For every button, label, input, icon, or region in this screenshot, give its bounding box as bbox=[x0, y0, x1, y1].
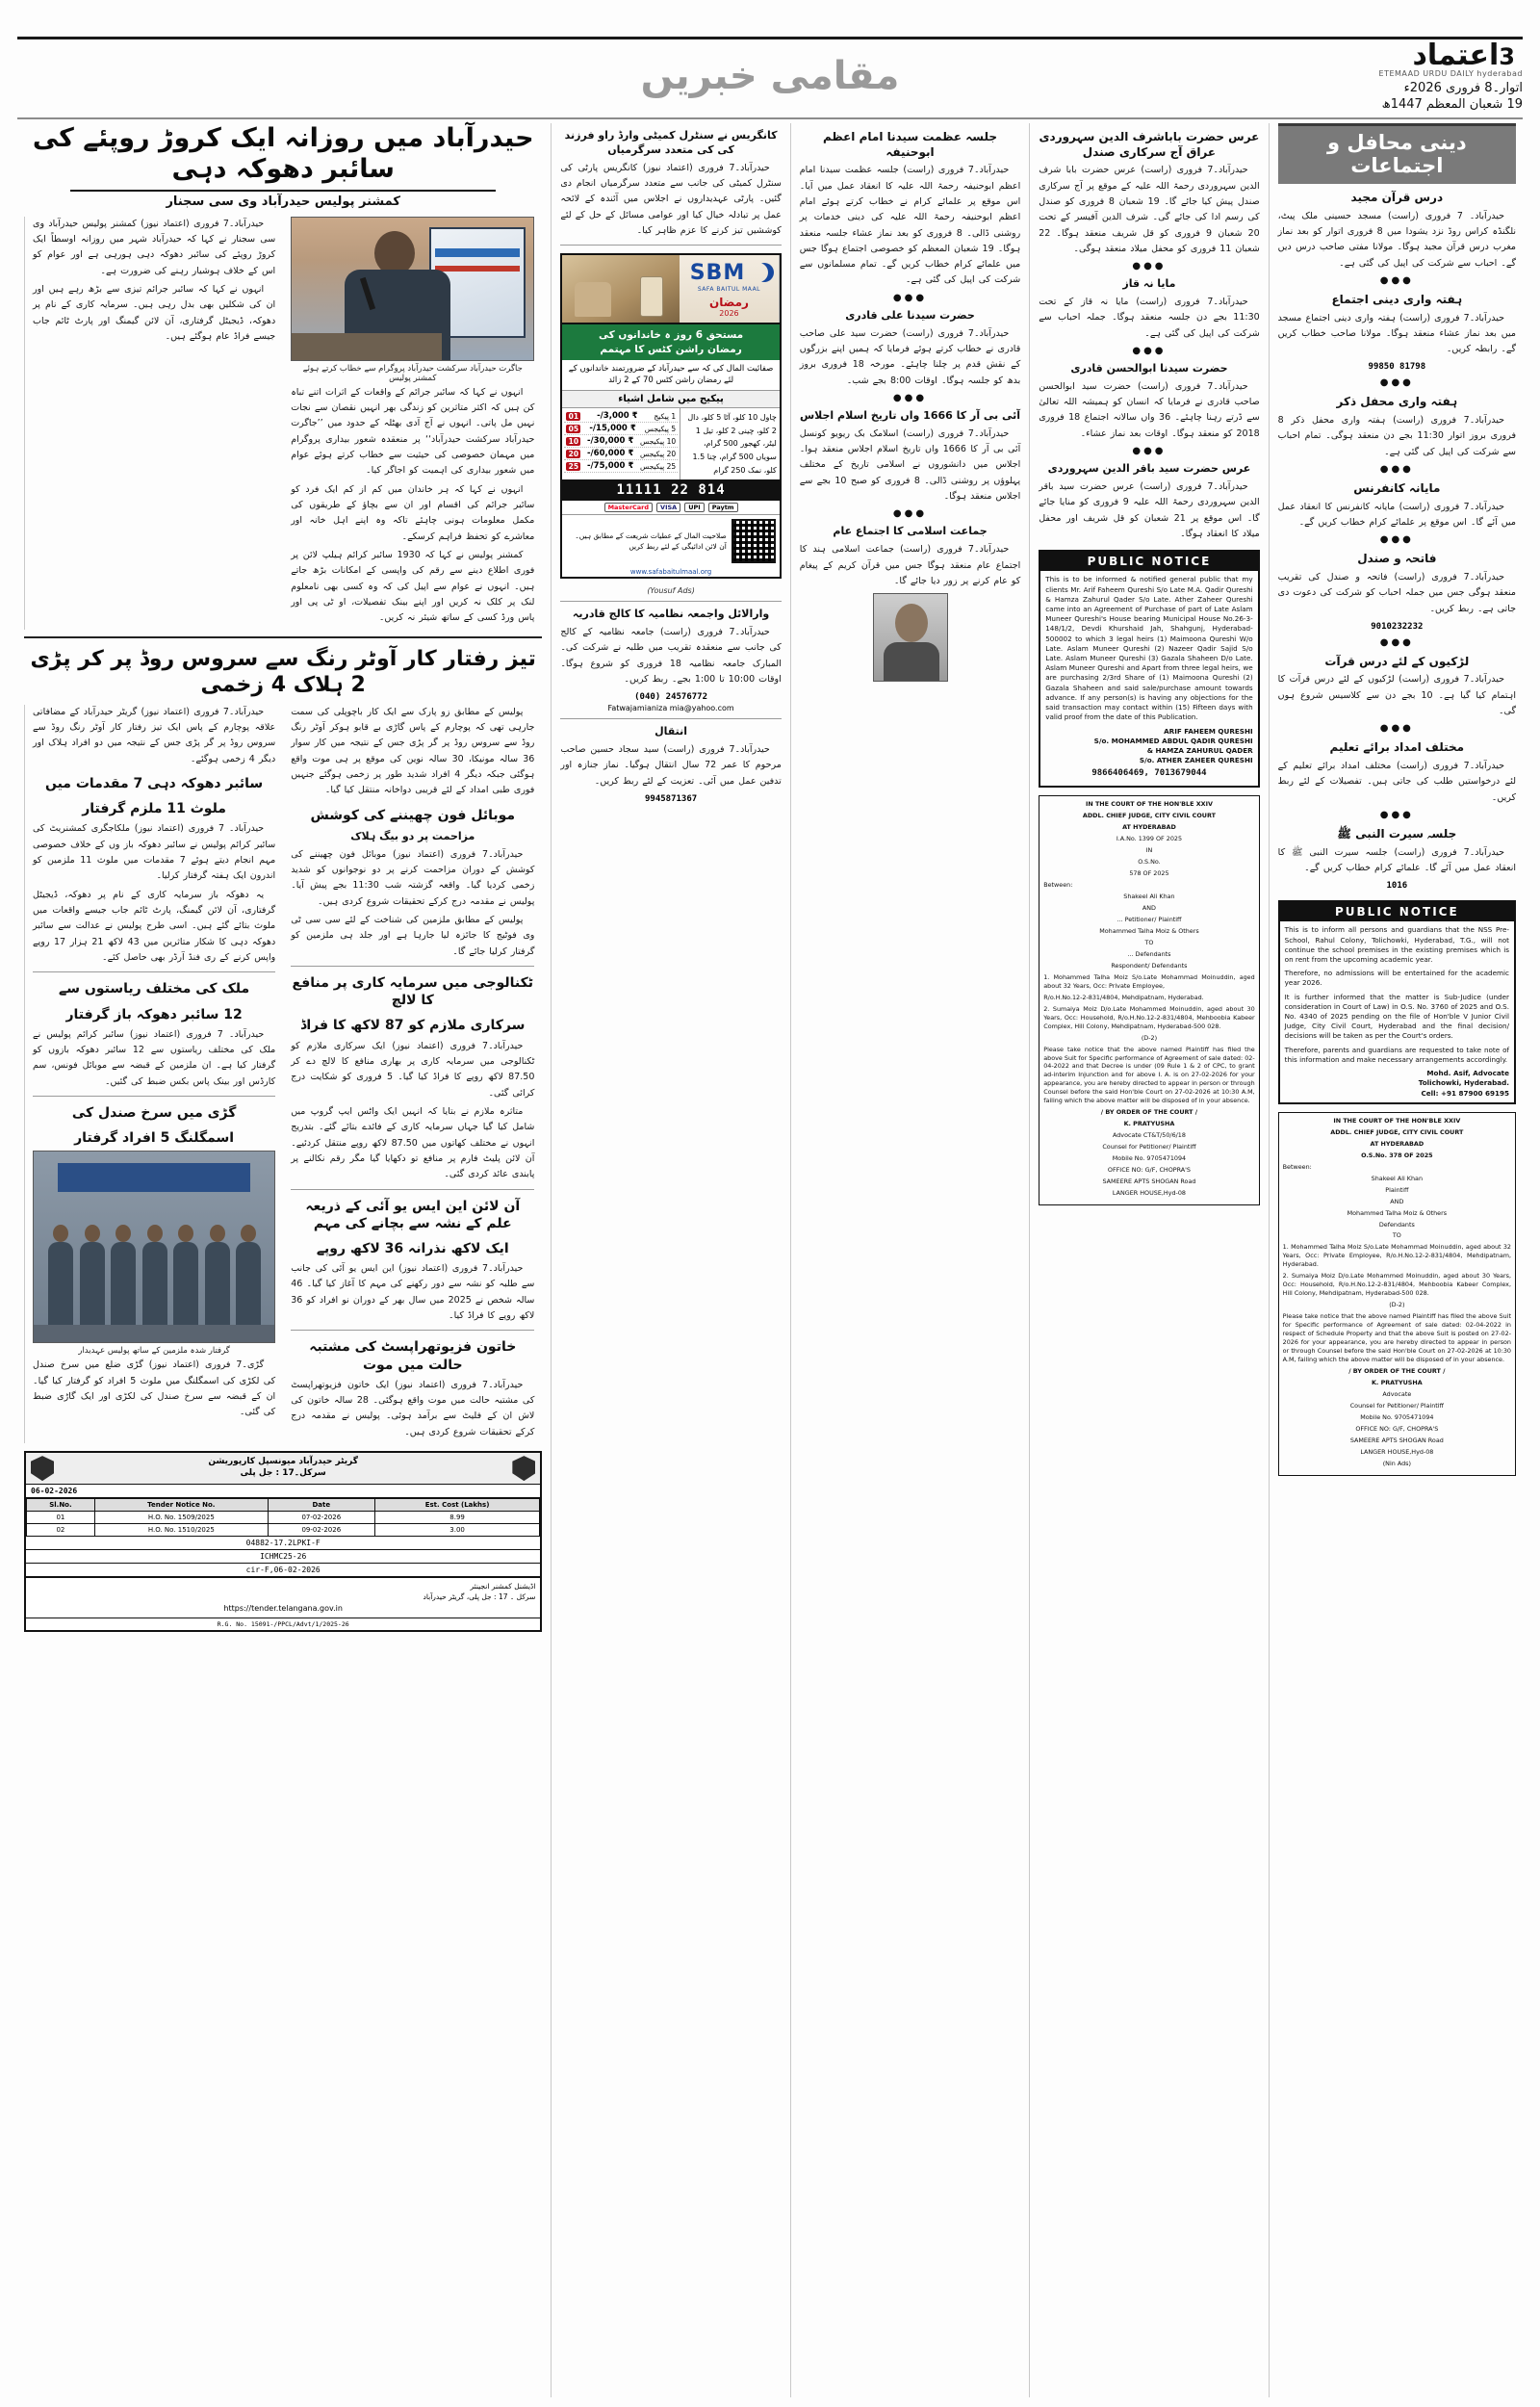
sbm-price-amount: ₹ 3,000/- bbox=[597, 411, 638, 422]
family-court-rule bbox=[291, 1330, 534, 1331]
article-ali-qadri: حیدرآباد۔7 فروری (راست) حضرت سید علی صاحب قادری نے خطاب کرتے ہوئے فرمایا کہ ہمیں اپنے بزرگوں کے نقش قدم پر چلنا چاہئے۔ مورخہ 18 فروری بروز بدھ کو جلسہ ہوگا۔ اوقات 8:00 بجے شب۔ bbox=[799, 327, 1021, 386]
tender-r0-c2: 07-02-2026 bbox=[268, 1512, 374, 1524]
cln-l10: ... Petitioner/ Plaintiff bbox=[1116, 915, 1182, 923]
crn-l19: Mobile No. 9705471094 bbox=[1360, 1412, 1434, 1421]
column-congress-news bbox=[551, 123, 789, 2397]
article-abul-hasan-qadri: حیدرآباد۔7 فروری (راست) حضرت سید ابوالحسن صاحب قادری نے فرمایا کہ انسان کو ہمیشہ اللہ تعالیٰ سے ڈرتے رہنا چاہئے۔ 36 واں سالانہ اجتماع 18 فروری 2018 کو منعقد ہوگا۔ اوقات بعد نماز عشاء۔ bbox=[1039, 380, 1260, 439]
article-fatiha-sandal: حیدرآباد۔7 فروری (راست) فاتحہ و صندل کی تقریب منعقد ہوگی جس میں جملہ احباب کو شرکت کی دعوت دی جاتی ہے۔ ربط کریں۔ bbox=[1277, 571, 1516, 614]
crn-l6: Plaintiff bbox=[1385, 1185, 1409, 1194]
court-notice-left-text bbox=[1043, 800, 1254, 1198]
upi-icon: UPI bbox=[684, 503, 704, 512]
pn-r-p2: Therefore, no admissions will be entertained for the academic year 2026. bbox=[1284, 969, 1509, 988]
portrait-head-shape bbox=[895, 604, 928, 642]
sbm-price-pack: 5 پیکیجس bbox=[644, 424, 677, 433]
sbm-price-idx: 05 bbox=[566, 425, 580, 433]
pn-r-p4: Therefore, parents and guardians are requested to take note of this information and make necessary arrangements accordingly. bbox=[1284, 1045, 1509, 1064]
sbm-banner-line2: رمضان راشن کٹس کا مہتمم bbox=[600, 343, 742, 355]
tender-r1-c0: 02 bbox=[27, 1524, 95, 1537]
headline-congress-committee: کانگریس نے سنٹرل کمیٹی وارڈ راو فرزند کی کی متعدد سرگرمیاں bbox=[564, 129, 778, 156]
sbm-price-pack: 20 پیکیجس bbox=[640, 449, 677, 458]
sbm-description: صفائیت المال کی کہ سے حیدرآباد کے ضرورتمند خاندانوں کے لئے رمضان راشن کٹس 70 کے 2 زائد bbox=[562, 360, 779, 392]
court-notice-left bbox=[1039, 795, 1259, 1205]
sbm-price-idx: 01 bbox=[566, 412, 580, 421]
article-jamia-nizamia: حیدرآباد۔7 فروری (راست) جامعہ نظامیہ کے کالج کی جانب سے منعقدہ تقریب میں طلبہ نے شرکت کی۔ المبارک جامعہ نظامیہ 18 فروری کو شروع ہوگا۔ اوقات 10:00 تا 1:00 بجے۔ ربط کریں۔ bbox=[560, 626, 782, 685]
sbm-banner-line1: مستحق 6 روز ہ خاندانوں کی bbox=[598, 329, 744, 342]
sbm-package-title: پیکیج میں شامل اشیاء bbox=[562, 391, 779, 408]
crn-l2: AT HYDERABAD bbox=[1370, 1139, 1424, 1148]
tech-rule bbox=[291, 966, 534, 967]
public-notice-mid-title: PUBLIC NOTICE bbox=[1040, 552, 1257, 571]
technology-headline-l1: ٹکنالوجی میں سرمایہ کاری پر منافع کا لالچ bbox=[292, 975, 534, 1009]
cln-l0: IN THE COURT OF THE HON'BLE XXIV bbox=[1086, 800, 1213, 809]
cyber7-headline-l2: ملوث 11 ملزم گرفتار bbox=[82, 801, 226, 817]
article-imam-azam: حیدرآباد۔7 فروری (راست) جلسہ عظمت سیدنا امام اعظم ابوحنیفہ رحمۃ اللہ علیہ کا انعقاد عمل میں آیا۔ اس موقع پر علمائے کرام نے خطاب کرتے ہوئے امام اعظم ابوحنیفہ رحمۃ اللہ علیہ کی دینی خدمات پر روشنی ڈالی۔ 8 فروری کو بعد نماز عشاء جلسہ منعقد ہوگا۔ 19 شعبان المعظم کو خصوصی اجتماع ہوگا جس میں علمائے کرام خطاب کریں گے۔ تمام مسلمانوں سے شرکت کی اپیل کی گئی ہے۔ bbox=[799, 165, 1021, 286]
masthead-logo: اعتماد bbox=[1412, 39, 1500, 72]
ghmc-emblem-icon-2 bbox=[512, 1456, 535, 1481]
article-girls-qirat: حیدرآباد۔7 فروری (راست) لڑکیوں کے لئے درس قرآت کا اہتمام کیا گیا ہے۔ 10 بجے دن سے کلاسیس شروع ہوں گی۔ bbox=[1277, 674, 1517, 717]
sbm-footer bbox=[562, 515, 779, 567]
c3-rule-3 bbox=[560, 718, 781, 719]
tender-footer bbox=[26, 1577, 540, 1618]
cln-l26: SAMEERE APTS SHOGAN Road bbox=[1102, 1178, 1196, 1186]
cln-l7: Between: bbox=[1043, 881, 1073, 889]
photo-floor-shape bbox=[34, 1325, 274, 1342]
portrait-body-shape bbox=[884, 642, 939, 682]
sbm-price-amount: ₹ 30,000/- bbox=[587, 436, 634, 447]
lead-headline: حیدرآباد میں روزانہ ایک کروڑ روپئے کی سائبر دھوکہ دہی bbox=[32, 123, 534, 185]
sbm-price-idx: 20 bbox=[566, 450, 580, 458]
headline-urs-sharafuddin: عرس حضرت باباشرف الدین سہروردی عراق آج سرکاری صندل bbox=[1039, 130, 1260, 159]
mastercard-icon: MasterCard bbox=[604, 503, 653, 512]
sbm-package-contents: چاول 10 کلو، آٹا 5 کلو، دال 2 کلو، چینی 2 کلو، تیل 1 لیٹر، کھجور 500 گرام، سویاں 500 گرام، چنا 1.5 کلو، نمک 250 گرام bbox=[680, 408, 780, 479]
nsui-headline-l1: آن لائن این ایس یو آئی کے ذریعہ علم کے نشہ سے بچانے کی مہم bbox=[305, 1198, 521, 1231]
article-obituary: حیدرآباد۔7 فروری (راست) سید سجاد حسین صاحب مرحوم کا عمر 72 سال انتقال ہوگیا۔ نماز جنازہ اور تدفین عمل میں آئی۔ تعزیت کے لئے ربط کریں۔ bbox=[560, 744, 782, 787]
c5-bullets-3: ●●● bbox=[1132, 446, 1167, 457]
crn-l13: (D-2) bbox=[1389, 1301, 1405, 1309]
ration-sack-shape bbox=[575, 282, 612, 317]
sbm-ramzan-year: 2026 bbox=[719, 308, 739, 318]
contact-phone-3: 1016 bbox=[1386, 881, 1408, 892]
pn-m-sign2: S/o. MOHAMMED ABDUL QADIR QURESHI bbox=[1093, 736, 1253, 745]
pn-r-sign2: Tolichowki, Hyderabad. bbox=[1418, 1078, 1509, 1088]
obituary-portrait-photo bbox=[873, 593, 948, 682]
headline-girls-qirat: لڑکیوں کے لئے درس قرآت bbox=[1324, 654, 1470, 668]
article-quran-lesson: حیدرآباد۔ 7 فروری (راست) مسجد حسینی ملک پیٹ، نلگنڈہ کراس روڈ نزد یشودا میں 8 فروری اتوار کو بعد نماز مغرب درس قرآن مجید ہوگا۔ مولانا مفتی صاحب درس دیں گے۔ احباب سے شرکت کی اپیل کی گئی ہے۔ bbox=[1277, 210, 1516, 269]
speaker-head-shape bbox=[374, 231, 415, 275]
officer-shape bbox=[236, 1242, 261, 1334]
cyber12-headline-l2: 12 سائبر دھوکہ باز گرفتار bbox=[65, 1006, 243, 1022]
mobile-phone-headline: موبائل فون چھیننے کی کوشش bbox=[310, 807, 516, 823]
cln-l11: Mohammed Talha Moiz & Others bbox=[1099, 926, 1199, 935]
technology-article: حیدرآباد۔7 فروری (اعتماد نیوز) ایک سرکاری ملازم کو ٹکنالوجی میں سرمایہ کاری پر بھاری منافع کا لالچ دے کر 87.50 لاکھ روپے کا فراڈ کیا گیا۔ 5 فروری کو شکایت درج کرائی گئی۔ متاثرہ ملازم نے بتایا کہ انہیں ایک واٹس ایپ گروپ میں شامل کیا گیا جہاں سرمایہ کاری کے فائدے بتائے گئے۔ بتدریج انہوں نے مختلف کھاتوں میں 87.50 لاکھ روپے منتقل کردئیے۔ آن لائن پلیٹ فارم پر منافع تو دکھایا گیا مگر رقم نکالنے پر پابندی عائد کردی گئی۔ bbox=[291, 1040, 535, 1180]
tender-col-1: Tender Notice No. bbox=[94, 1499, 268, 1512]
sbm-logo-mark bbox=[690, 261, 769, 285]
physiotherapist-headline: خاتون فزیوتھراپسٹ کی مشتبہ حالت میں موت bbox=[309, 1339, 517, 1373]
public-notice-right-title: PUBLIC NOTICE bbox=[1280, 902, 1514, 921]
paytm-icon: Paytm bbox=[708, 503, 738, 512]
officer-shape bbox=[205, 1242, 230, 1334]
sbm-price-amount: ₹ 15,000/- bbox=[589, 424, 636, 434]
tender-table bbox=[26, 1498, 540, 1537]
sbm-price-idx: 10 bbox=[566, 437, 580, 446]
crn-l22: LANGER HOUSE,Hyd-08 bbox=[1360, 1447, 1434, 1456]
cyber12-rule bbox=[33, 971, 275, 972]
sbm-price-pack: 10 پیکیجس bbox=[640, 436, 677, 446]
sandalwood-headline-l1: گڑی میں سرخ صندل کی bbox=[71, 1105, 237, 1122]
physiotherapist-article: حیدرآباد۔7 فروری (اعتماد نیوز) ایک خاتون فزیوتھراپسٹ کی مشتبہ حالت میں موت واقع ہوگئی۔ 28 سالہ خاتون کی لاش ان کے فلیٹ سے برآمد ہوئی۔ پولیس نے مقدمہ درج کرکے تحقیقات شروع کردی ہیں۔ bbox=[291, 1379, 535, 1437]
crn-l16: K. PRATYUSHA bbox=[1371, 1379, 1423, 1387]
tender-foot-line1: اڈیشنل کمشنر انجینئر bbox=[470, 1582, 536, 1592]
bullet-divider-3: ●●● bbox=[1379, 464, 1414, 476]
accident-article-left: پولیس کے مطابق زو پارک سے ایک کار باچوپلی کی سمت جارہی تھی کہ پوچارم کے پاس گاڑی بے قابو ہوکر آوٹر رنگ روڈ سے سروس روڈ پر گر پڑی جس کے نتیجہ میں کار سوار 36 سالہ مونیکا، 30 سالہ نوین کی موقع پر ہی موت واقع ہوگئی جبکہ دیگر 4 افراد شدید طور پر زخمی ہوگئے جنہیں فوری طبی امداد کے لئے قریبی دواخانہ منتقل کیا گیا۔ bbox=[291, 706, 535, 796]
page-number: 3 bbox=[1499, 43, 1515, 70]
technology-headline-l2: سرکاری ملازم کو 87 لاکھ کا فراڈ bbox=[300, 1018, 526, 1034]
crn-l17: Advocate bbox=[1382, 1389, 1412, 1398]
officer-shape bbox=[142, 1242, 167, 1334]
sbm-price-row[interactable] bbox=[564, 448, 678, 460]
sbm-payment-methods bbox=[562, 501, 779, 515]
lead-article-right: حیدرآباد۔7 فروری (اعتماد نیوز) کمشنر پولیس حیدرآباد وی سی سجنار نے کہا کہ حیدرآباد شہر میں روزانہ اوسطاً ایک کروڑ روپئے کی سائبر دھوکہ دہی ہورہی ہے اور عوام کو اس کے خلاف ہوشیار رہنے کی ضرورت ہے۔ انہوں نے کہا کہ سائبر جرائم تیزی سے بڑھ رہے ہیں اور ان کی شکلیں بھی بدل رہی ہیں۔ سرمایہ کاری کے نام پر دھوکہ، ڈیجیٹل گرفتاری، آن لائن گیمنگ اور پارٹ ٹائم جاب جیسے فراڈ عام ہوگئے ہیں۔ bbox=[33, 218, 276, 343]
tender-date: 06-02-2026 bbox=[26, 1485, 540, 1498]
sbm-footer-note: صلاحیت المال کے عطیات شریعت کے مطابق ہیں۔ آن لائن ادائیگی کے لئے ربط کریں bbox=[575, 531, 727, 552]
lead-subhead: کمشنر پولیس حیدرآباد وی سی سجنار bbox=[70, 190, 496, 209]
pn-m-sign1: ARIF FAHEEM QURESHI bbox=[1164, 726, 1253, 736]
article-ibr-session: حیدرآباد۔7 فروری (راست) اسلامک بک ریویو کونسل آئی بی آر کا 1666 واں تاریخ اسلام اجلاس منعقد ہوا۔ اجلاس میں دانشوروں نے اسلامی تاریخ کے مختلف پہلوؤں پر روشنی ڈالی۔ 8 فروری کو صبح 10 بجے سے اجلاس منعقد ہوگا۔ bbox=[799, 427, 1021, 503]
crn-l5: Shakeel Ali Khan bbox=[1371, 1174, 1423, 1182]
lead-article-left: انہوں نے کہا کہ سائبر جرائم کے واقعات کے اثرات اتنے تباہ کن ہیں کہ اکثر متاثرین کو زندگی بھر انہیں نقصان سے نجات نہیں مل پاتی۔ انہوں نے آج آدی بھٹلہ کے حدود میں ’’جاگرت حیدرآباد سرکشت حیدرآباد‘‘ پر منعقدہ شعور بیداری پروگرام میں مہمان خصوصی کی حیثیت سے خطاب کرتے ہوئے عوام میں شعور بیداری کی اہمیت کو اجاگر کیا۔ انہوں نے کہا کہ ہر خاندان میں کم از کم ایک فرد کو سائبر جرائم کی اقسام اور ان سے بچاؤ کے طریقوں کی مکمل معلومات ہونی چاہئے تاکہ وہ اپنے اہل خانہ اور معاشرے کو تحفظ فراہم کرسکے۔ کمشنر پولیس نے کہا کہ 1930 سائبر کرائم ہیلپ لائن پر فوری اطلاع دینے سے رقم کی واپسی کے امکانات بڑھ جاتے ہیں۔ انہوں نے عوام سے اپیل کی کہ وہ کسی بھی نامعلوم لنک پر کلک نہ کریں اور اپنے بینک تفصیلات، او ٹی پی اور پاس ورڈ کسی کے ساتھ شیئر نہ کریں۔ bbox=[291, 386, 535, 624]
cln-l19: Please take notice that the above named Plaintiff has filed the above Suit for Specific performance of Agreement of sale dated: 02-04-2022 and that Decree is under (09 Rule 1 & 2 of CPC, to grant ad-interim Injunction and for above I. A. is on 27-02-2026 for your appearance, you are hereby directed to appear in person or through Counsel before the said Hon'ble Court on 27-02-2026 at 10:30 A.M, failing which the above matter will be disposed of in your absence. bbox=[1043, 1045, 1255, 1105]
page-title: مقامی خبریں bbox=[640, 54, 900, 98]
sbm-ad-top bbox=[562, 255, 779, 324]
crn-l11: 1. Mohammed Talha Moiz S/o.Late Mohammad Moinuddin, aged about 32 Years, Occ: Private Employee, R/o.H.No.12-2-831/4804, Mehdipatnam, Hyderabad. bbox=[1282, 1243, 1511, 1269]
cln-l21: K. PRATYUSHA bbox=[1123, 1120, 1175, 1128]
article-seerat-jalsa: حیدرآباد۔7 فروری (راست) جلسہ سیرت النبی ﷺ کا انعقاد عمل میں آئے گا۔ علمائے کرام خطاب کریں گے۔ bbox=[1277, 846, 1516, 873]
bullet-divider: ●●● bbox=[1379, 274, 1414, 286]
tender-col-0: Sl.No. bbox=[27, 1499, 95, 1512]
article-mayana-conference: حیدرآباد۔7 فروری (راست) مایانہ کانفرنس کا انعقاد عمل میں آئے گا۔ اس موقع پر علمائے کرام خطاب کریں گے۔ bbox=[1277, 501, 1516, 528]
headline-quran-lesson: درس قرآن مجید bbox=[1350, 191, 1444, 204]
headline-ibr-session: آئی بی آر کا 1666 واں تاریخ اسلام اجلاس bbox=[799, 408, 1021, 422]
tender-org-name bbox=[59, 1457, 507, 1479]
podium-shape bbox=[292, 333, 442, 360]
sbm-brand-sub: SAFA BAITUL MAAL bbox=[697, 285, 761, 293]
cln-l27: LANGER HOUSE,Hyd-08 bbox=[1112, 1189, 1186, 1198]
cln-l22: Advocate CT&T/50/6/18 bbox=[1112, 1131, 1186, 1140]
masthead-logo-subtitle: ETEMAAD URDU DAILY hyderabad bbox=[1378, 68, 1523, 78]
c5-bullets-2: ●●● bbox=[1132, 345, 1167, 356]
crn-l21: SAMEERE APTS SHOGAN Road bbox=[1349, 1436, 1444, 1444]
tender-notice bbox=[24, 1451, 542, 1632]
jamia-phone: (040) 24576772 bbox=[634, 692, 707, 703]
sbm-donation-phone[interactable]: 814 22 11111 bbox=[562, 479, 779, 501]
bullet-divider-7: ●●● bbox=[1379, 810, 1414, 821]
pn-r-p1: This is to inform all persons and guardians that the NSS Pre-School, Rahul Colony, Tolichowki, Hyderabad, T.G., will not continue the school premises in the existing premises which is on rent from the upcoming academic year. bbox=[1284, 925, 1509, 964]
accident-body-right bbox=[24, 705, 283, 1443]
tender-detail-2: ICHMC25-26 bbox=[26, 1550, 540, 1564]
tender-col-3: Est. Cost (Lakhs) bbox=[374, 1499, 540, 1512]
section-header-religious: دینی محافل و اجتماعات bbox=[1278, 123, 1516, 184]
headline-imam-azam: جلسہ عظمت سیدنا امام اعظم ابوحنیفہ bbox=[823, 130, 998, 159]
sbm-packages bbox=[562, 408, 779, 479]
cln-l14: Respondent/ Defendants bbox=[1111, 961, 1188, 970]
tender-org-line1: گریٹر حیدرآباد میونسپل کارپوریشن bbox=[208, 1457, 359, 1467]
content-columns bbox=[15, 123, 1525, 2397]
crn-l23: (Nin Ads) bbox=[1382, 1459, 1411, 1467]
article-mayana-qaz: حیدرآباد۔7 فروری (راست) مایا نہ قاز کے تحت 11:30 بجے دن جلسہ منعقد ہوگا۔ جملہ احباب سے شرکت کی اپیل کی گئی ہے۔ bbox=[1039, 297, 1260, 339]
crn-l15: / BY ORDER OF THE COURT / bbox=[1348, 1367, 1446, 1376]
article-urs-sharafuddin: حیدرآباد۔7 فروری (راست) عرس حضرت بابا شرف الدین سہروردی رحمۃ اللہ علیہ کے موقع پر آج سرکاری صندل پیش کیا جائے گا۔ 19 شعبان 8 فروری کو صندل کی رسم ادا کی جائے گی۔ شرف الدین آفیسر کے تحت 20 شعبان 9 فروری کو قل شریف منعقد ہوگا۔ 22 شعبان 11 فروری کو محفل میلاد منعقد ہوگی۔ bbox=[1039, 165, 1260, 254]
tender-r0-c0: 01 bbox=[27, 1512, 95, 1524]
sbm-brand: SBM bbox=[689, 260, 746, 285]
cln-l8: Shakeel Ali Khan bbox=[1123, 892, 1175, 900]
lead-body-columns bbox=[24, 217, 542, 630]
c3-rule-2 bbox=[560, 601, 781, 602]
tender-r1-c1: H.O. No. 1510/2025 bbox=[94, 1524, 268, 1537]
headline-jamia-nizamia: وارالائل واجمعہ نظامیہ کا کالج قادریہ bbox=[572, 608, 770, 621]
pn-r-p3: It is further informed that the matter is Sub-Judice (under consideration in Court of Law) in O.S. No. 3760 of 2025 and O.S. No. 4340 of 2025 pending on the file of Hon'ble V Junior Civil Judge, City Civil Court, Hyderabad and the final decision/ decisions will be taken as per the Court's orders. bbox=[1284, 992, 1509, 1041]
court-notice-right-text bbox=[1283, 1117, 1511, 1468]
crn-l9: Defendants bbox=[1378, 1220, 1415, 1229]
cln-l2: AT HYDERABAD bbox=[1122, 823, 1176, 832]
obituary-phone: 9945871367 bbox=[644, 794, 698, 805]
c3-rule-1 bbox=[560, 245, 781, 246]
lead-body-left bbox=[283, 217, 542, 630]
bullet-divider-4: ●●● bbox=[1379, 534, 1414, 546]
sbm-price-amount: ₹ 60,000/- bbox=[587, 449, 634, 459]
sbm-price-row[interactable] bbox=[564, 460, 678, 473]
headline-fatiha-sandal: فاتحہ و صندل bbox=[1357, 552, 1437, 566]
headline-mayana-conference: مایانہ کانفرنس bbox=[1353, 481, 1441, 496]
headline-seerat-jalsa: جلسہ سیرت النبی ﷺ bbox=[1337, 827, 1457, 841]
cln-l24: Mobile No. 9705471094 bbox=[1112, 1154, 1187, 1163]
headline-obituary: انتقال bbox=[654, 725, 688, 738]
crn-l12: 2. Sumaiya Moiz D/o.Late Mohammed Moinuddin, aged about 30 Years, Occ: Household, R/o.H.No.12-2-831/4804, Mehboobia Kabeer Complex, Hill Colony, Mehdipatnam, Hyderabad-500 028. bbox=[1282, 1272, 1511, 1298]
tender-detail-1: 04882-17.2LPKI-F bbox=[26, 1537, 540, 1550]
headline-urs-baqiruddin: عرس حضرت سید باقر الدین سہروردی bbox=[1047, 462, 1251, 476]
sandalwood-headline-l2: اسمگلنگ 5 افراد گرفتار bbox=[74, 1130, 235, 1147]
pn-m-phone: 9866406469, 7013679044 bbox=[1091, 768, 1207, 779]
contact-phone-main: 99850 81798 bbox=[1368, 362, 1426, 373]
qr-code-icon[interactable] bbox=[732, 519, 776, 563]
lead-photo-caption: جاگرت حیدرآباد سرکشت حیدرآباد پروگرام سے خطاب کرتے ہوئے کمشنر پولیس bbox=[302, 363, 523, 383]
cyber7-headline-l1: سائبر دھوکہ دہی 7 مقدمات میں bbox=[44, 776, 264, 792]
cln-l18: (D-2) bbox=[1141, 1033, 1158, 1042]
masthead bbox=[17, 37, 1523, 119]
sbm-price-pack: 1 پیکیج bbox=[654, 411, 677, 421]
sbm-price-list bbox=[562, 408, 680, 479]
pn-r-sign3: Cell: +91 87900 69195 bbox=[1421, 1088, 1509, 1098]
headline-weekly-zikr: ہفتہ واری محفل ذکر bbox=[1336, 395, 1458, 409]
c4-bullets-1: ●●● bbox=[892, 292, 928, 303]
c5-bullets-1: ●●● bbox=[1132, 261, 1167, 272]
bullet-divider-2: ●●● bbox=[1379, 377, 1414, 389]
sbm-price-pack: 25 پیکیجس bbox=[640, 461, 677, 471]
table-row bbox=[27, 1524, 540, 1537]
pn-r-sign1: Mohd. Asif, Advocate bbox=[1426, 1069, 1509, 1078]
cln-l15: 1. Mohammed Talha Moiz S/o.Late Mohammad Moinuddin, aged about 32 Years, Occ: Private Employee, bbox=[1043, 972, 1255, 990]
cln-l25: OFFICE NO: G/F, CHOPRA'S bbox=[1107, 1166, 1191, 1175]
sbm-price-amount: ₹ 75,000/- bbox=[587, 461, 634, 472]
crn-l3: O.S.No. 378 OF 2025 bbox=[1361, 1151, 1433, 1159]
visa-icon: VISA bbox=[656, 503, 680, 512]
public-notice-right-body bbox=[1280, 921, 1514, 1102]
tender-header-row bbox=[27, 1499, 540, 1512]
cln-l13: ... Defendants bbox=[1127, 949, 1171, 958]
masthead-date-hijri: 19 شعبان المعظم 1447ھ bbox=[1381, 97, 1523, 113]
crn-l4: Between: bbox=[1282, 1162, 1312, 1171]
tender-r1-c2: 09-02-2026 bbox=[268, 1524, 374, 1537]
pn-m-sign4: S/o. ATHER ZAHEER QURESHI bbox=[1139, 756, 1253, 765]
article-education-aid: حیدرآباد۔7 فروری (راست) مختلف امداد برائے تعلیم کے لئے درخواستیں طلب کی جاتی ہیں۔ تفصیلات کے لئے ربط کریں۔ bbox=[1277, 761, 1516, 803]
bullet-divider-5: ●●● bbox=[1379, 636, 1414, 648]
crn-l20: OFFICE NO: G/F, CHOPRA'S bbox=[1355, 1424, 1439, 1433]
column-jalsa-news bbox=[790, 123, 1029, 2397]
c4-bullets-2: ●●● bbox=[892, 392, 928, 403]
headline-jamaat-islami: جماعت اسلامی کا اجتماع عام bbox=[833, 525, 988, 538]
tender-url[interactable]: https://tender.telangana.gov.in bbox=[223, 1603, 343, 1613]
screen-band-red bbox=[435, 266, 520, 272]
cln-l6: 578 OF 2025 bbox=[1129, 869, 1169, 878]
crescent-moon-icon bbox=[749, 263, 768, 282]
advert-safa-baitul-maal[interactable] bbox=[560, 253, 781, 579]
cln-l9: AND bbox=[1142, 903, 1156, 912]
sbm-price-row[interactable] bbox=[564, 423, 678, 435]
tender-col-2: Date bbox=[268, 1499, 374, 1512]
crn-l18: Counsel for Petitioner/ Plaintiff bbox=[1349, 1401, 1444, 1410]
mobile-phone-article: حیدرآباد۔7 فروری (اعتماد نیوز) موبائل فون چھیننے کی کوشش کے دوران مزاحمت کرنے پر دو نوجوانوں کو شدید زخمی کردیا گیا۔ واقعہ گزشتہ شب 11:30 بجے پیش آیا۔ پولیس نے مقدمہ درج کرکے تحقیقات شروع کردی ہیں۔ پولیس کے مطابق ملزمین کی شناخت کے لئے سی سی ٹی وی فوٹیج کا جائزہ لیا جارہا ہے اور جلد ہی ملزمین کو گرفتار کرلیا جائے گا۔ bbox=[291, 848, 535, 957]
cln-l1: ADDL. CHIEF JUDGE, CITY CIVIL COURT bbox=[1082, 812, 1216, 820]
contact-phone-2: 9010232232 bbox=[1371, 621, 1424, 632]
public-notice-mid-body bbox=[1040, 571, 1257, 786]
tender-r1-c3: 3.00 bbox=[374, 1524, 540, 1537]
masthead-top-rule bbox=[17, 37, 1523, 39]
c4-bullets-3: ●●● bbox=[892, 508, 928, 520]
cln-l20: / BY ORDER OF THE COURT / bbox=[1100, 1108, 1198, 1117]
tender-org-line2: سرکل۔17 : جل پلی bbox=[240, 1468, 326, 1479]
cyber12-headline-l1: ملک کی مختلف ریاستوں سے bbox=[59, 981, 250, 997]
headline-abul-hasan-qadri: حضرت سیدنا ابوالحسن قادری bbox=[1070, 361, 1228, 375]
lead-bottom-rule bbox=[24, 636, 542, 638]
public-notice-property bbox=[1039, 550, 1259, 788]
tender-header bbox=[26, 1453, 540, 1485]
ghmc-emblem-icon bbox=[31, 1456, 54, 1481]
cln-l17: 2. Sumaiya Moiz D/o.Late Mohammed Moinuddin, aged about 30 Years, Occ: Household, R/o.H.No.12-2-831/4804, Mehboobia Kabeer Complex, Hill Colony, Mehdipatnam, Hyderabad-500 028. bbox=[1043, 1004, 1255, 1030]
surkh-rule bbox=[33, 1096, 275, 1097]
sbm-logo-area bbox=[680, 255, 780, 323]
officer-shape bbox=[173, 1242, 198, 1334]
tender-detail-3: 06-02-2026,cir-F bbox=[26, 1564, 540, 1577]
mobile-phone-subhead: مزاحمت پر دو بیگ ہلاک bbox=[350, 829, 475, 842]
ad-credit: (Yousuf Ads) bbox=[647, 586, 695, 596]
court-notice-right bbox=[1278, 1112, 1516, 1476]
crn-l14: Please take notice that the above named Plaintiff has filed the above Suit for Specific performance of Agreement of sale dated: 02-04-2022 in respect of Schedule Property and that the above Suit is posted on 27-02-2026 for your appearance, you are hereby directed to appear in person or through Counsel before the said Hon'ble Court on 27-02-2026 at 10:30 A.M, failing which the above matter will be disposed of in your absence. bbox=[1282, 1312, 1511, 1364]
jamia-email[interactable]: Fatwajamianiza mia@yahoo.com bbox=[607, 704, 734, 713]
sbm-banner bbox=[562, 324, 779, 359]
crn-l10: TO bbox=[1392, 1231, 1401, 1240]
column-religious-gatherings bbox=[1269, 123, 1525, 2397]
tender-rg-number: R.G. No. 15091-/PPCL/Advt/1/2025-26 bbox=[26, 1618, 540, 1630]
officer-shape bbox=[48, 1242, 73, 1334]
screen-band-blue bbox=[435, 248, 520, 257]
tender-r0-c3: 8.99 bbox=[374, 1512, 540, 1524]
tender-r0-c1: H.O. No. 1509/2025 bbox=[94, 1512, 268, 1524]
crn-l0: IN THE COURT OF THE HON'BLE XXIV bbox=[1333, 1116, 1461, 1125]
cyber7-article: حیدرآباد۔ 7 فروری (اعتماد نیوز) ملکاجگری کمشنریٹ کی سائبر کرائم پولیس نے سائبر دھوکہ باز وں کے خلاف خصوصی مہم انجام دیتے ہوئے 7 مقدمات میں ملوث 11 ملزمین کو اندرون ایک ہفتہ گرفتار کرلیا۔ یہ دھوکہ باز سرمایہ کاری کے نام پر دھوکہ، ڈیجیٹل گرفتاری، آن لائن گیمنگ، پارٹ ٹائم جاب جیسے واقعات میں ملوث بتائے گئے ہیں۔ اسی طرح پولیس نے عدالت سے سائبر دھوکہ دہی کا شکار متاثرین میں 43 لاکھ 21 ہزار 17 روپے واپس کرنے کے ری فنڈ آرڈر بھی حاصل کئے۔ bbox=[33, 823, 276, 964]
sbm-ramzan-label: رمضان bbox=[709, 295, 749, 309]
commissioner-photo bbox=[291, 217, 534, 361]
article-weekly-zikr: حیدرآباد۔7 فروری (راست) ہفتہ واری محفل ذکر 8 فروری بروز اتوار 11:30 بجے دن منعقد ہوگی۔ تمام احباب سے شرکت کی اپیل کی گئی ہے۔ bbox=[1277, 415, 1516, 457]
ration-jar-shape bbox=[640, 276, 663, 317]
sbm-price-row[interactable] bbox=[564, 410, 678, 423]
bullet-divider-6: ●●● bbox=[1379, 723, 1414, 735]
nsui-article: حیدرآباد۔7 فروری (اعتماد نیوز) این ایس یو آئی کی جانب سے طلبہ کو نشہ سے دور رکھنے کی مہم کا آغاز کیا گیا۔ 46 سالہ شخص نے 2025 میں سال بھر کے دوران نو افراد کو 36 لاکھ روپے کا فراڈ کیا۔ bbox=[291, 1263, 535, 1322]
cln-l16: R/o.H.No.12-2-831/4804, Mehdipatnam, Hyderabad. bbox=[1043, 993, 1204, 1001]
table-row bbox=[27, 1512, 540, 1524]
crn-l1: ADDL. CHIEF JUDGE, CITY CIVIL COURT bbox=[1330, 1127, 1464, 1136]
nsui-headline-l2: ایک لاکھ نذرانہ 36 لاکھ روپے bbox=[316, 1240, 509, 1256]
headline-weekly-gathering: ہفتہ واری دینی اجتماع bbox=[1331, 292, 1463, 306]
cln-l23: Counsel for Petitioner/ Plaintiff bbox=[1102, 1143, 1196, 1152]
sbm-ration-photo bbox=[562, 255, 680, 323]
article-weekly-gathering: حیدرآباد۔7 فروری (راست) ہفتہ واری دینی اجتماع مسجد میں بعد نماز عشاء منعقد ہوگا۔ مولانا صاحب خطاب کریں گے۔ رابطہ کریں۔ bbox=[1277, 312, 1516, 355]
cyber12-article: حیدرآباد۔ 7 فروری (اعتماد نیوز) سائبر کرائم پولیس نے ملک کی مختلف ریاستوں سے 12 سائبر دھوکہ بازوں کو گرفتار کیا ہے۔ ان ملزمین کے قبضہ سے موبائل فونس، سم کارڈس اور بینک پاس بکس ضبط کی گئیں۔ bbox=[33, 1028, 276, 1087]
pn-m-p1: This is to be informed & notified general public that my clients Mr. Arif Faheem Qureshi S/o Late M.A. Qadir Qureshi & Hamza Zahurul Qader S/o Late. Ather Zaheer Qureshi came into an Agreement of Purchase of part of Late Aslam Muneer Qureshi's House bearing Municipal House No.26-3-148/1/2, Devdi Khurshaid Jah, Shahgunj, Hyderabad-500002 to which 3 legal heirs (1) Maimoona Qureshi W/o Late. Aslam Muneer Qureshi (2) Nazeer Qadir Sajid S/o Late. Aslam Muneer Qureshi (3) Gazala Shaheen D/o Late. Aslam Muneer Qureshi and Apart from three legal heirs, we are purchasing 2/3rd Share of (1) Maimoona Qureshi (2) Gazala Shaheen and said sale/purchase amount towards advance. If any person(s) is having any objections for the said transaction may contact within (15) Fifteen days with valid proof from the date of this Publication. bbox=[1045, 575, 1253, 722]
headline-mayana-qaz: مایا نہ قاز bbox=[1122, 277, 1176, 291]
cln-l4: IN bbox=[1145, 846, 1153, 855]
public-notice-school bbox=[1278, 900, 1516, 1104]
crn-l7: AND bbox=[1390, 1197, 1404, 1205]
sandalwood-photo-caption: گرفتار شدہ ملزمین کے ساتھ پولیس عہدیدار bbox=[78, 1346, 230, 1357]
photo-banner-shape bbox=[58, 1163, 250, 1192]
accident-article-right: حیدرآباد۔7 فروری (اعتماد نیوز) گریٹر حیدرآباد کے مضافاتی علاقہ پوچارم کے پاس ایک تیز رفتار کار آوٹر رنگ روڈ سے سروس روڈ پر گر پڑی جس کے نتیجہ میں دو افراد ہلاک اور دیگر 4 زخمی ہوگئے۔ bbox=[33, 706, 276, 764]
accident-body-columns bbox=[24, 705, 542, 1443]
headline-education-aid: مختلف امداد برائے تعلیم bbox=[1329, 740, 1465, 755]
accident-headline: تیز رفتار کار آوٹر رنگ سے سروس روڈ پر کر پڑی 2 ہلاک 4 زخمی bbox=[30, 646, 536, 698]
cln-l3: I.A.No. 1399 OF 2025 bbox=[1116, 835, 1183, 843]
accident-body-left bbox=[283, 705, 542, 1443]
sbm-website-link[interactable]: www.safabaitulmaal.org bbox=[629, 568, 712, 577]
sbm-price-row[interactable] bbox=[564, 435, 678, 448]
article-congress-committee: حیدرآباد۔7 فروری (اعتماد نیوز) کانگریس پارٹی کی سنٹرل کمیٹی کی جانب سے متعدد سرگرمیاں انجام دی گئیں۔ پارٹی عہدیداروں نے اجلاس میں آئندہ کے لائحہ عمل پر تبادلہ خیال کیا اور عوامی مسائل کے حل کے لئے کوششیں تیز کرنے کا عزم ظاہر کیا۔ bbox=[560, 162, 782, 236]
tender-foot-line2: سرکل ۔ 17 : جل پلی، گریٹر حیدرآباد bbox=[423, 1592, 536, 1602]
officer-shape bbox=[111, 1242, 136, 1334]
article-urs-baqiruddin: حیدرآباد۔7 فروری (راست) عرس حضرت سید باقر الدین سہروردی رحمۃ اللہ علیہ 9 فروری کو منایا جائے گا۔ اس موقع پر 21 شعبان کو قل شریف اور محفل میلاد کا انعقاد ہوگا۔ bbox=[1039, 480, 1260, 539]
masthead-bottom-rule bbox=[17, 117, 1523, 119]
column-lead-stories bbox=[15, 123, 551, 2397]
column-sufi-news bbox=[1029, 123, 1268, 2397]
nsui-rule bbox=[291, 1189, 534, 1190]
sandalwood-article: گڑی۔7 فروری (اعتماد نیوز) گڑی ضلع میں سرخ صندل کی لکڑی کی اسمگلنگ میں ملوث 5 افراد کو گرفتار کیا گیا۔ ان کے قبضہ سے سرخ صندل کی لکڑی اور ایک گاڑی ضبط کی گئی۔ bbox=[33, 1359, 276, 1418]
headline-ali-qadri: حضرت سیدنا علی قادری bbox=[845, 308, 975, 322]
crn-l8: Mohammed Talha Moiz & Others bbox=[1347, 1208, 1448, 1217]
arrested-suspects-photo bbox=[33, 1151, 275, 1343]
cln-l12: TO bbox=[1144, 938, 1154, 946]
officer-shape bbox=[80, 1242, 105, 1334]
pn-m-sign3: & HAMZA ZAHURUL QADER bbox=[1146, 746, 1253, 756]
article-jamaat-islami: حیدرآباد۔7 فروری (راست) جماعت اسلامی ہند کا اجتماع عام منعقد ہوگا جس میں قرآن کریم کے پیغام کو عام کرنے پر زور دیا جائے گا۔ bbox=[799, 544, 1021, 586]
masthead-date-gregorian: اتوار۔8 فروری 2026ء bbox=[1403, 80, 1523, 95]
cln-l5: O.S.No. bbox=[1138, 858, 1161, 867]
lead-body-right bbox=[24, 217, 283, 630]
sbm-price-idx: 25 bbox=[566, 462, 580, 471]
